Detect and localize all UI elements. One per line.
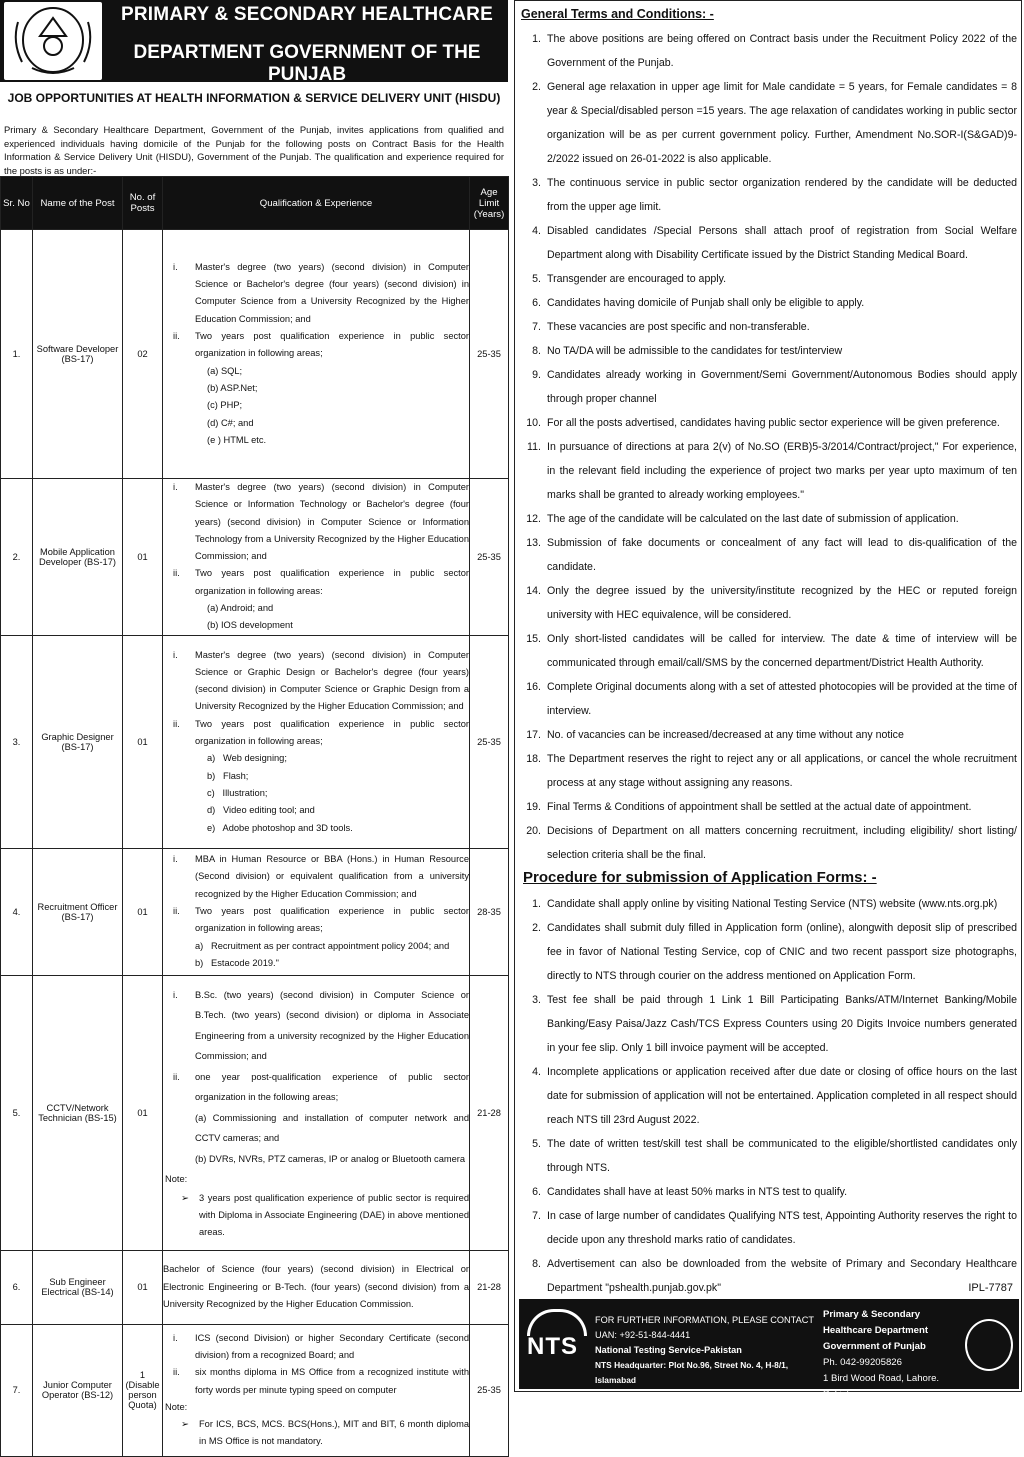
qual-sub: (e ) HTML etc. — [207, 434, 267, 445]
item-number: 2. — [532, 922, 541, 934]
right-column — [514, 0, 1022, 1400]
item-number: 4. — [532, 1066, 541, 1078]
row-qualification: i. B.Sc. (two years) (second division) in Computer Science or B.Tech. (two years) (second division) or diploma in Associate Engineering from a university recognized by the Higher Education Commission; and ii. one year post-qualification experience of public sector organization in the following areas; (a) Commissioning and installation of computer network and CCTV cameras; and (b) DVRs, NVRs, PTZ cameras, IP or analog or Bluetooth camera Note: ➢ 3 years post qualification experience of public sector is required with Diploma in Associate Engineering (DAE) in above mentioned areas. — [163, 975, 470, 1250]
item-number: 16. — [526, 681, 541, 693]
item-text: General age relaxation in upper age limit for Male candidate = 5 years, for Female candidates = 8 year & Special/disabled person =15 years. The age relaxation of candidates working in public sector organization will be as per current government policy. Further, Amendment No.SOR-I(S&GAD)9-2/2022 issued on 26-01-2022 is also applicable. — [547, 81, 1017, 165]
item-number: 5. — [532, 273, 541, 285]
terms-item — [515, 723, 1021, 747]
punjab-emblem-icon — [4, 2, 102, 80]
item-number: 14. — [526, 585, 541, 597]
item-number: 10. — [526, 417, 541, 429]
terms-item — [515, 675, 1021, 723]
contact-hq: NTS Headquarter: Plot No.96, Street No. 4, H-8/1, Islamabad — [595, 1360, 789, 1385]
dept-gov: Government of Punjab — [823, 1341, 926, 1352]
item-text: The age of the candidate will be calculated on the last date of submission of application. — [547, 513, 959, 525]
qual-i: Master's degree (two years) (second division) in Computer Science or Graphic Design or Bachelor's degree (four years) (second division) in Computer Science or Graphic Design from a University Recognized by the Higher Education Commission; and — [195, 649, 469, 712]
procedure-item — [515, 892, 1021, 916]
item-text: Candidates shall have at least 50% marks in NTS test to qualify. — [547, 1186, 848, 1198]
note-label: Note: — [165, 1401, 188, 1412]
terms-item — [515, 411, 1021, 435]
table-row — [1, 479, 509, 636]
header-sr: Sr. No — [1, 177, 33, 230]
item-number: 3. — [532, 177, 541, 189]
procedure-item — [515, 988, 1021, 1060]
qual-sub: (b) DVRs, NVRs, PTZ cameras, IP or analog or Bluetooth camera — [195, 1153, 466, 1164]
row-age: 28-35 — [470, 848, 509, 975]
terms-item — [515, 267, 1021, 291]
qual-sub: (b) ASP.Net; — [207, 382, 258, 393]
item-number: 18. — [526, 753, 541, 765]
row-age: 25-35 — [470, 479, 509, 636]
item-text: Complete Original documents along with a set of attested photocopies will be provided at the time of interview. — [547, 681, 1017, 717]
intro-paragraph: Primary & Secondary Healthcare Department, Government of the Punjab, invites applications from qualified and experienced individuals having domicile of the Punjab for the following posts on Contract Basis for the Health Information & Service Delivery Unit (HISDU), Government of the Punjab. The qualification and experience required for the posts is as under:- — [4, 124, 504, 176]
qual-sub: (c) PHP; — [207, 400, 243, 411]
row-qualification: i. Master's degree (two years) (second division) in Computer Science or Graphic Design or Bachelor's degree (four years) (second division) in Computer Science or Graphic Design from a University Recognized by the Higher Education Commission; and ii. Two years post qualification experience in public sector organization in following areas; a) Web designing; b) Flash; c) Illustration; d) Video editing tool; and e) Adobe photoshop and 3D tools. — [163, 635, 470, 848]
qual-i: ICS (second Division) or higher Secondary Certificate (second division) from a recognized Board; and — [195, 1332, 469, 1360]
row-post-name: Sub Engineer Electrical (BS-14) — [33, 1250, 123, 1324]
item-number: 8. — [532, 1258, 541, 1270]
procedure-list — [515, 892, 1021, 1300]
item-number: 20. — [526, 825, 541, 837]
qual-sub: (d) C#; and — [207, 417, 254, 428]
row-posts: 01 — [123, 1250, 163, 1324]
header-qualification: Qualification & Experience — [163, 177, 470, 230]
item-text: The date of written test/skill test shall be communicated to the eligible/shortlisted candidates only through NTS. — [547, 1138, 1017, 1174]
row-post-name: Graphic Designer (BS-17) — [33, 635, 123, 848]
item-text: No TA/DA will be admissible to the candidates for test/interview — [547, 345, 843, 357]
item-text: These vacancies are post specific and non-transferable. — [547, 321, 810, 333]
item-text: The continuous service in public sector organization rendered by the candidate will be deducted from the upper age limit. — [547, 177, 1017, 213]
nts-contact — [595, 1313, 815, 1388]
qual-sub: c) Illustration; — [207, 787, 268, 798]
qual-ii: Two years post qualification experience in public sector organization in following areas: — [195, 568, 469, 596]
qual-ii: one year post-qualification experience of public sector organization in the following areas; — [195, 1071, 469, 1103]
qual-sub: (a) Android; and — [207, 603, 274, 614]
item-number: 12. — [526, 513, 541, 525]
header-posts: No. of Posts — [123, 177, 163, 230]
qual-i: Master's degree (two years) (second division) in Computer Science or Information Technology or Bachelor's degree (four years) (second division) in Computer Science or Information Technology from a University Recognized by the Higher Education Commission; and — [195, 482, 469, 562]
item-text: The above positions are being offered on Contract basis under the Recuitment Policy 2022 of the Government of the Punjab. — [547, 33, 1017, 69]
terms-item — [515, 363, 1021, 411]
procedure-item — [515, 1132, 1021, 1180]
qual-sub: d) Video editing tool; and — [207, 805, 315, 816]
row-posts: 02 — [123, 230, 163, 479]
item-text: The Department reserves the right to reject any or all applications, or cancel the whole recruitment process at any stage without assigning any reasons. — [547, 753, 1017, 789]
row-post-name: Recruitment Officer (BS-17) — [33, 848, 123, 975]
item-text: No. of vacancies can be increased/decreased at any time without any notice — [547, 729, 904, 741]
row-qualification: i. Master's degree (two years) (second division) in Computer Science or Information Technology or Bachelor's degree (four years) (second division) in Computer Science or Information Technology from a University Recognized by the Higher Education Commission; and ii. Two years post qualification experience in public sector organization in following areas: (a) Android; and (b) IOS development — [163, 479, 470, 636]
job-title: JOB OPPORTUNITIES AT HEALTH INFORMATION & SERVICE DELIVERY UNIT (HISDU) — [7, 91, 501, 105]
row-posts: 01 — [123, 479, 163, 636]
qual-sub: e) Adobe photoshop and 3D tools. — [207, 822, 353, 833]
table-header-row — [1, 177, 509, 230]
qual-sub: a) Web designing; — [207, 753, 287, 764]
header-name: Name of the Post — [33, 177, 123, 230]
terms-list — [515, 27, 1021, 867]
item-number: 7. — [532, 1210, 541, 1222]
qual-note: 3 years post qualification experience of public sector is required with Diploma in Associate Engineering (DAE) in above mentioned areas. — [199, 1192, 469, 1237]
row-post-name: CCTV/Network Technician (BS-15) — [33, 975, 123, 1250]
contact-footer — [519, 1299, 1019, 1400]
item-number: 1. — [532, 898, 541, 910]
row-qualification: i. MBA in Human Resource or BBA (Hons.) in Human Resource (Second division) or equivalent qualification from a university recognized by the Higher Education Commission; and ii. Two years post qualification experience in public sector organization in following areas; a) Recruitment as per contract appointment policy 2004; and b) Estacode 2019." — [163, 848, 470, 975]
qual-i: MBA in Human Resource or BBA (Hons.) in Human Resource (Second division) or equivalent qualification from a university recognized by the Higher Education Commission; and — [195, 854, 469, 899]
qual-ii: Two years post qualification experience in public sector organization in following areas; — [195, 331, 469, 359]
item-text: Decisions of Department on all matters concerning recruitment, including eligibility/ short listing/ selection criteria shall be the final. — [547, 825, 1017, 861]
item-text: Only the degree issued by the university/institute recognized by the HEC or reputed foreign university with HEC equivalence, will be considered. — [547, 585, 1017, 621]
row-qualification: i. ICS (second Division) or higher Secondary Certificate (second division) from a recognized Board; and ii. six months diploma in MS Office from a recognized institute with forty words per minute typing speed on computer Note: ➢ For ICS, BCS, MCS. BCS(Hons.), MIT and BIT, 6 month diploma in MS Office is not mandatory. — [163, 1324, 470, 1456]
row-age: 25-35 — [470, 1324, 509, 1456]
row-sr: 6. — [1, 1250, 33, 1324]
arrow-bullet-icon: ➢ — [181, 1192, 189, 1203]
dept-phone: Ph. 042-99205826 — [823, 1357, 902, 1368]
item-text: Disabled candidates /Special Persons shall attach proof of registration from Social Welfare Department along with Disability Certificate issued by the District Standing Medical Board. — [547, 225, 1017, 261]
header-age: Age Limit (Years) — [470, 177, 509, 230]
procedure-heading: Procedure for submission of Application Forms: - — [523, 869, 877, 886]
item-text: Candidate shall apply online by visiting National Testing Service (NTS) website (www.nts.org.pk) — [547, 898, 998, 910]
item-number: 4. — [532, 225, 541, 237]
jobs-table — [0, 176, 509, 1457]
qual-sub: (a) Commissioning and installation of computer network and CCTV cameras; and — [195, 1112, 469, 1144]
row-sr: 2. — [1, 479, 33, 636]
terms-item — [515, 747, 1021, 795]
item-number: 17. — [526, 729, 541, 741]
punjab-seal-icon — [965, 1319, 1013, 1371]
terms-item — [515, 795, 1021, 819]
item-number: 9. — [532, 369, 541, 381]
table-row — [1, 1324, 509, 1456]
row-age: 21-28 — [470, 1250, 509, 1324]
contact-heading: FOR FURTHER INFORMATION, PLEASE CONTACT — [595, 1315, 814, 1325]
terms-item — [515, 219, 1021, 267]
nts-text: NTS — [527, 1333, 578, 1360]
table-row — [1, 975, 509, 1250]
nts-logo — [527, 1333, 578, 1361]
qual-ii: six months diploma in MS Office from a recognized institute with forty words per minute typing speed on computer — [195, 1367, 469, 1395]
qual-sub: a) Recruitment as per contract appointment policy 2004; and — [195, 940, 450, 951]
header-line-1: PRIMARY & SECONDARY HEALTHCARE — [121, 4, 493, 25]
row-age: 25-35 — [470, 635, 509, 848]
item-text: Advertisement can also be downloaded from the website of Primary and Secondary Healthcare Department "pshealth.punjab.gov.pk" — [547, 1258, 1017, 1294]
terms-item — [515, 291, 1021, 315]
item-text: Transgender are encouraged to apply. — [547, 273, 727, 285]
terms-item — [515, 627, 1021, 675]
qual-sub: b) Flash; — [207, 770, 249, 781]
qual-sub: b) Estacode 2019." — [195, 957, 279, 968]
contact-uan: UAN: +92-51-844-4441 — [595, 1330, 691, 1340]
table-row — [1, 1250, 509, 1324]
qual-ii: Two years post qualification experience in public sector organization in following areas; — [195, 906, 469, 934]
row-posts: 1 (Disable person Quota) — [123, 1324, 163, 1456]
terms-item — [515, 507, 1021, 531]
row-sr: 1. — [1, 230, 33, 479]
table-row — [1, 230, 509, 479]
procedure-item — [515, 1252, 1021, 1300]
item-text: Candidates already working in Government/Semi Government/Autonomous Bodies should apply through proper channel — [547, 369, 1017, 405]
procedure-item — [515, 1060, 1021, 1132]
terms-item — [515, 531, 1021, 579]
left-column — [0, 0, 508, 1447]
terms-item — [515, 75, 1021, 171]
row-post-name: Software Developer (BS-17) — [33, 230, 123, 479]
qual-sub: (b) IOS development — [207, 620, 293, 631]
terms-item — [515, 27, 1021, 75]
item-number: 6. — [532, 297, 541, 309]
item-text: Candidates having domicile of Punjab shall only be eligible to apply. — [547, 297, 865, 309]
item-number: 15. — [526, 633, 541, 645]
terms-item — [515, 819, 1021, 867]
terms-item — [515, 579, 1021, 627]
row-age: 25-35 — [470, 230, 509, 479]
item-number: 13. — [526, 537, 541, 549]
dept-address: 1 Bird Wood Road, Lahore. Pakistan — [823, 1373, 940, 1400]
qual-note: For ICS, BCS, MCS. BCS(Hons.), MIT and BIT, 6 month diploma in MS Office is not mandatory. — [199, 1419, 469, 1447]
row-sr: 7. — [1, 1324, 33, 1456]
item-text: Candidates shall submit duly filled in Application form (online), alongwith deposit slip of prescribed fee in favor of National Testing Service, cop of CNIC and two recent passport size photographs, directly to NTS through courier on the address mentioned on Application Form. — [547, 922, 1017, 982]
item-text: In pursuance of directions at para 2(v) of No.SO (ERB)5-3/2014/Contract/project," For experience, in the relevant field including the experience of project two marks per year upto maximum of ten marks shall be granted to already working employees." — [547, 441, 1017, 501]
item-number: 7. — [532, 321, 541, 333]
item-number: 11. — [527, 441, 541, 453]
terms-item — [515, 315, 1021, 339]
qual-ii: Two years post qualification experience in public sector organization in following areas; — [195, 718, 469, 747]
qual-i: B.Sc. (two years) (second division) in Computer Science or B.Tech. (two years) (second division) or diploma in Associate Engineering from a university recognized by the Higher Education Commission; and — [195, 989, 469, 1062]
row-posts: 01 — [123, 635, 163, 848]
department-contact — [823, 1307, 963, 1403]
row-posts: 01 — [123, 975, 163, 1250]
item-number: 2. — [532, 81, 541, 93]
item-text: Final Terms & Conditions of appointment shall be settled at the actual date of appointment. — [547, 801, 972, 813]
row-qualification: Bachelor of Science (four years) (second division) in Electrical or Electronic Engineering or B-Tech. (four years) (second division) from a University Recognized by the Higher Education Commission. — [163, 1250, 470, 1324]
procedure-item — [515, 1180, 1021, 1204]
item-text: In case of large number of candidates Qualifying NTS test, Appointing Authority reserves the right to decide upon any threshold marks ratio of candidates. — [547, 1210, 1017, 1246]
terms-item — [515, 339, 1021, 363]
procedure-item — [515, 1204, 1021, 1252]
item-number: 5. — [532, 1138, 541, 1150]
terms-heading: General Terms and Conditions: - — [521, 7, 714, 21]
item-number: 1. — [532, 33, 541, 45]
row-post-name: Junior Computer Operator (BS-12) — [33, 1324, 123, 1456]
row-sr: 3. — [1, 635, 33, 848]
item-text: Submission of fake documents or concealment of any fact will lead to dis-qualification of the candidate. — [547, 537, 1017, 573]
qual-sub: (a) SQL; — [207, 365, 243, 376]
item-text: Test fee shall be paid through 1 Link 1 Bill Participating Banks/ATM/Internet Banking/Mobile Banking/Easy Paisa/Jazz Cash/TCS Express Counters using 20 Digits Invoice numbers generated in your fee slip. Only 1 bill invoice payment will be accepted. — [547, 994, 1017, 1054]
arrow-bullet-icon: ➢ — [181, 1419, 189, 1430]
terms-item — [515, 435, 1021, 507]
department-header — [0, 0, 508, 85]
table-row — [1, 635, 509, 848]
row-age: 21-28 — [470, 975, 509, 1250]
header-line-2: DEPARTMENT GOVERNMENT OF THE PUNJAB — [133, 42, 481, 85]
item-text: For all the posts advertised, candidates having public sector experience will be given preference. — [547, 417, 1000, 429]
row-sr: 5. — [1, 975, 33, 1250]
ipl-code: IPL-7787 — [968, 1282, 1013, 1294]
terms-item — [515, 171, 1021, 219]
note-label: Note: — [165, 1174, 188, 1185]
contact-org: National Testing Service-Pakistan — [595, 1345, 742, 1355]
dept-name: Primary & Secondary Healthcare Department — [823, 1309, 929, 1336]
table-row — [1, 848, 509, 975]
procedure-item — [515, 916, 1021, 988]
item-number: 3. — [532, 994, 541, 1006]
item-number: 8. — [532, 345, 541, 357]
item-text: Only short-listed candidates will be called for interview. The date & time of interview will be communicated through email/call/SMS by the concerned department/District Health Authority. — [547, 633, 1017, 669]
row-posts: 01 — [123, 848, 163, 975]
qual-i: Master's degree (two years) (second division) in Computer Science or Bachelor's degree (four years) (second division) in Computer Science from a University Recognized by the Higher Education Commission; and — [195, 261, 469, 324]
row-qualification: i. Master's degree (two years) (second division) in Computer Science or Bachelor's degree (four years) (second division) in Computer Science from a University Recognized by the Higher Education Commission; and ii. Two years post qualification experience in public sector organization in following areas; (a) SQL; (b) ASP.Net; (c) PHP; (d) C#; and (e ) HTML etc. — [163, 230, 470, 479]
item-number: 19. — [526, 801, 541, 813]
row-post-name: Mobile Application Developer (BS-17) — [33, 479, 123, 636]
item-number: 6. — [532, 1186, 541, 1198]
row-sr: 4. — [1, 848, 33, 975]
item-text: Incomplete applications or application received after due date or closing of office hours on the last date for submission of application will not be entertained. Application completed in all respect should reach NTS till 23rd August 2022. — [547, 1066, 1017, 1126]
